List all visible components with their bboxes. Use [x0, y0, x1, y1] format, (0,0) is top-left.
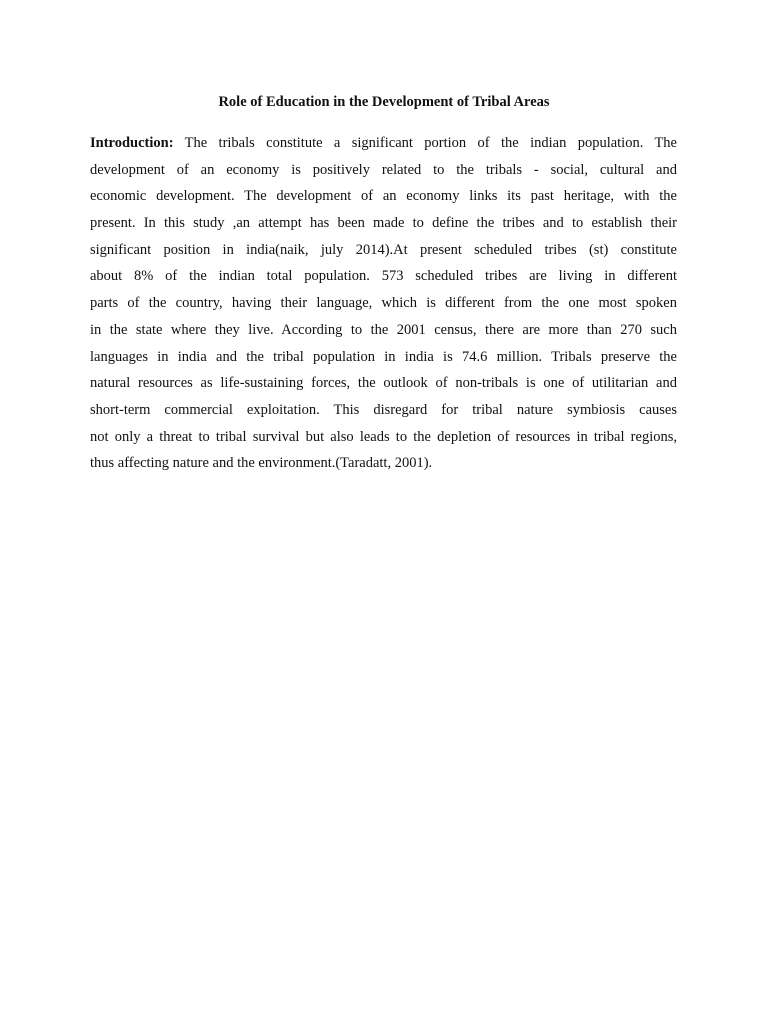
paragraph-line: economic development. The development of an economy links its past heritage, with the	[90, 188, 677, 205]
paragraph-line: thus affecting nature and the environment.(Taradatt, 2001).	[90, 455, 433, 472]
paragraph-line: natural resources as life-sustaining forces, the outlook of non-tribals is one of utilitarian and	[90, 375, 677, 392]
introduction-paragraph	[90, 130, 677, 477]
paragraph-line: parts of the country, having their language, which is different from the one most spoken	[90, 295, 677, 312]
paragraph-line-text: The tribals constitute a significant portion of the indian population. The	[173, 135, 677, 151]
paragraph-line: development of an economy is positively related to the tribals - social, cultural and	[90, 161, 677, 178]
paragraph-line: in the state where they live. According to the 2001 census, there are more than 270 such	[90, 321, 677, 338]
paragraph-line: not only a threat to tribal survival but also leads to the depletion of resources in tribal regions,	[90, 428, 677, 445]
paragraph-line: present. In this study ,an attempt has been made to define the tribes and to establish their	[90, 215, 677, 232]
paragraph-line: short-term commercial exploitation. This disregard for tribal nature symbiosis causes	[90, 401, 677, 418]
paragraph-line: languages in india and the tribal population in india is 74.6 million. Tribals preserve the	[90, 348, 677, 365]
paragraph-line: significant position in india(naik, july 2014).At present scheduled tribes (st) constitute	[90, 241, 677, 258]
paragraph-line: about 8% of the indian total population. 573 scheduled tribes are living in different	[90, 268, 677, 285]
paragraph-line	[90, 130, 677, 157]
introduction-label: Introduction:	[90, 135, 174, 151]
document-title: Role of Education in the Development of Tribal Areas	[218, 94, 550, 110]
